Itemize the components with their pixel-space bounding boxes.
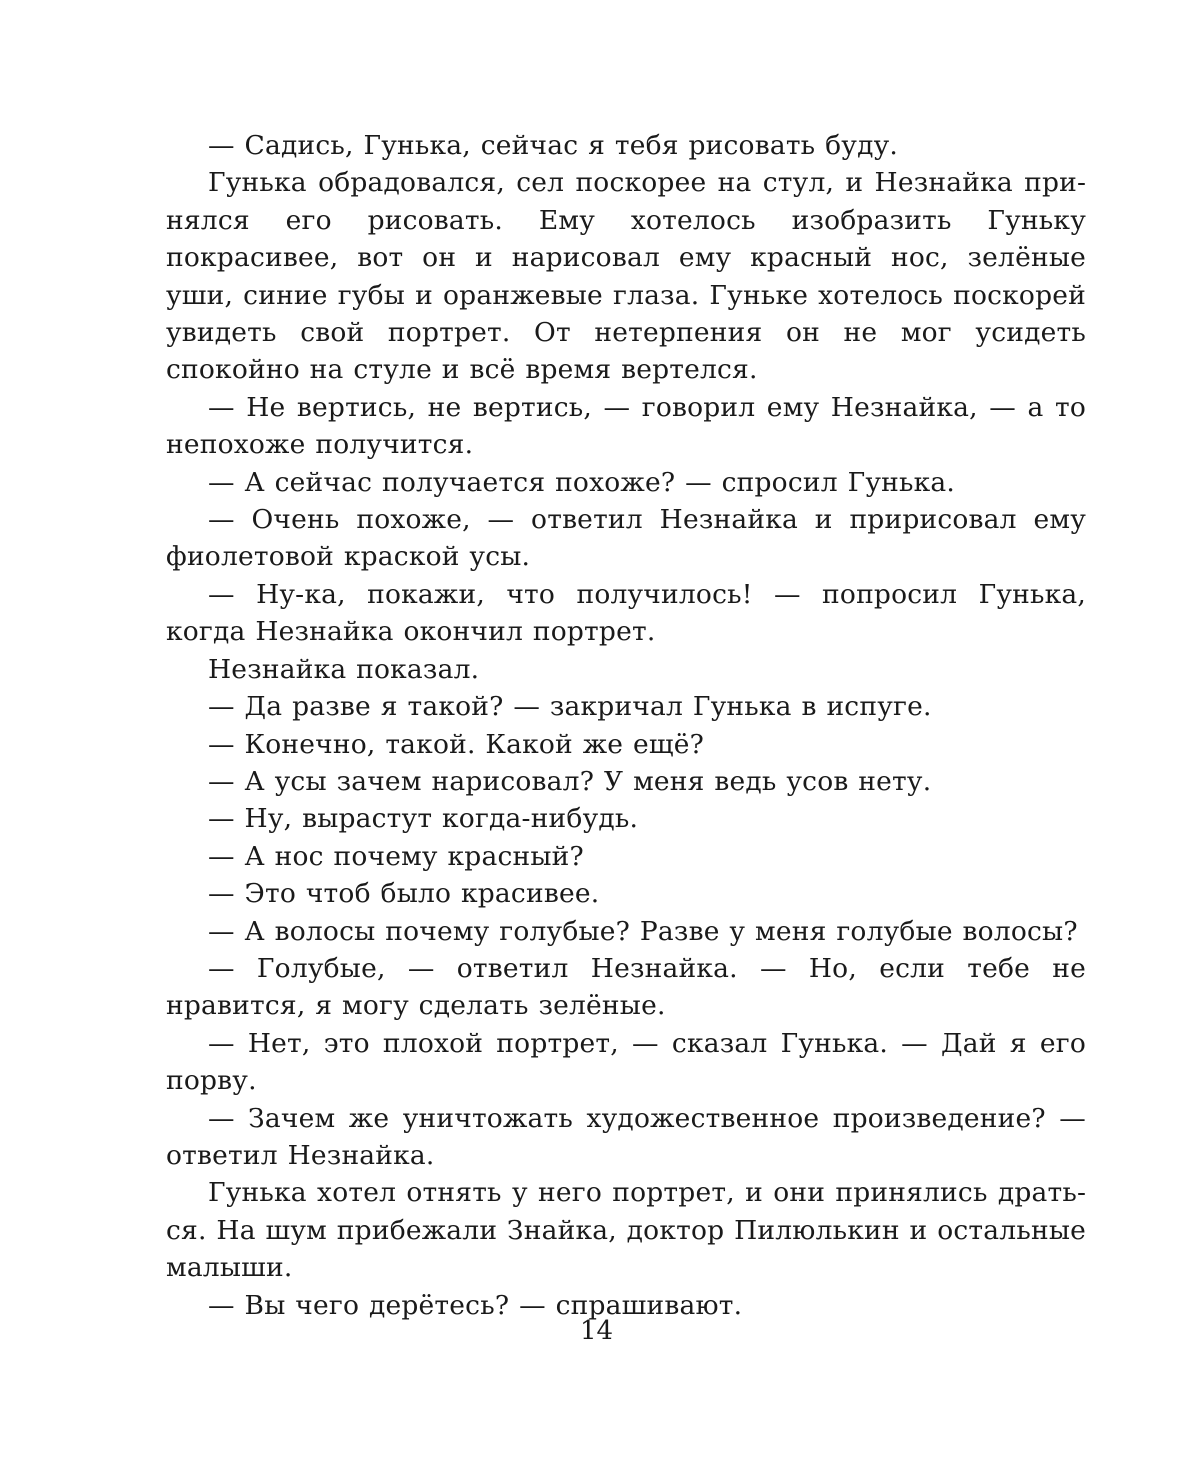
paragraph: — Не вертись, не вертись, — говорил ему Незнайка, — а то непохоже получится.: [166, 391, 1086, 461]
paragraph: — Очень похоже, — ответил Незнайка и пририсовал ему фиолетовой краской усы.: [166, 504, 1086, 573]
paragraph: — А волосы почему голубые? Разве у меня голубые волосы?: [208, 915, 1078, 947]
paragraph: — А сейчас получается похоже? — спросил Гунька.: [208, 466, 956, 498]
body-text: [166, 127, 1086, 1324]
paragraph: Незнайка показал.: [208, 653, 480, 685]
paragraph: — Зачем же уничтожать художественное произведение? — ответил Незнайка.: [166, 1102, 1086, 1171]
paragraph: — Ну, вырастут когда-нибудь.: [208, 803, 639, 835]
paragraph: — Вы чего дерётесь? — спрашивают.: [208, 1289, 743, 1321]
paragraph: — Да разве я такой? — закричал Гунька в испуге.: [208, 691, 932, 723]
paragraph: — Конечно, такой. Какой же ещё?: [208, 728, 705, 760]
paragraph: Гунька обрадовался, сел поскорее на стул, и Незнайка принялся его рисовать. Ему хотелось изобразить Гуньку покрасивее, вот он и нарисовал ему красный нос, зелёные уши, синие губы и оранжевые глаза. Гуньке хотелось поскорей увидеть свой портрет. От нетерпения он не мог усидеть спокойно на стуле и всё время вертелся.: [166, 167, 1086, 386]
paragraph: Гунька хотел отнять у него портрет, и они принялись драться. На шум прибежали Знайка, доктор Пилюлькин и остальные малыши.: [166, 1177, 1086, 1284]
paragraph: — Нет, это плохой портрет, — сказал Гунька. — Дай я его порву.: [166, 1027, 1086, 1097]
paragraph: — А нос почему красный?: [208, 840, 584, 872]
page-number: 14: [579, 1316, 614, 1346]
paragraph: — Голубые, — ответил Незнайка. — Но, если тебе не нравится, я могу сделать зелёные.: [166, 952, 1086, 1022]
paragraph: — А усы зачем нарисовал? У меня ведь усов нету.: [208, 765, 932, 797]
paragraph: — Ну-ка, покажи, что получилось! — попросил Гунька, когда Незнайка окончил портрет.: [166, 578, 1086, 648]
paragraph: — Садись, Гунька, сейчас я тебя рисовать буду.: [208, 130, 899, 161]
paragraph: — Это чтоб было красивее.: [208, 878, 600, 910]
